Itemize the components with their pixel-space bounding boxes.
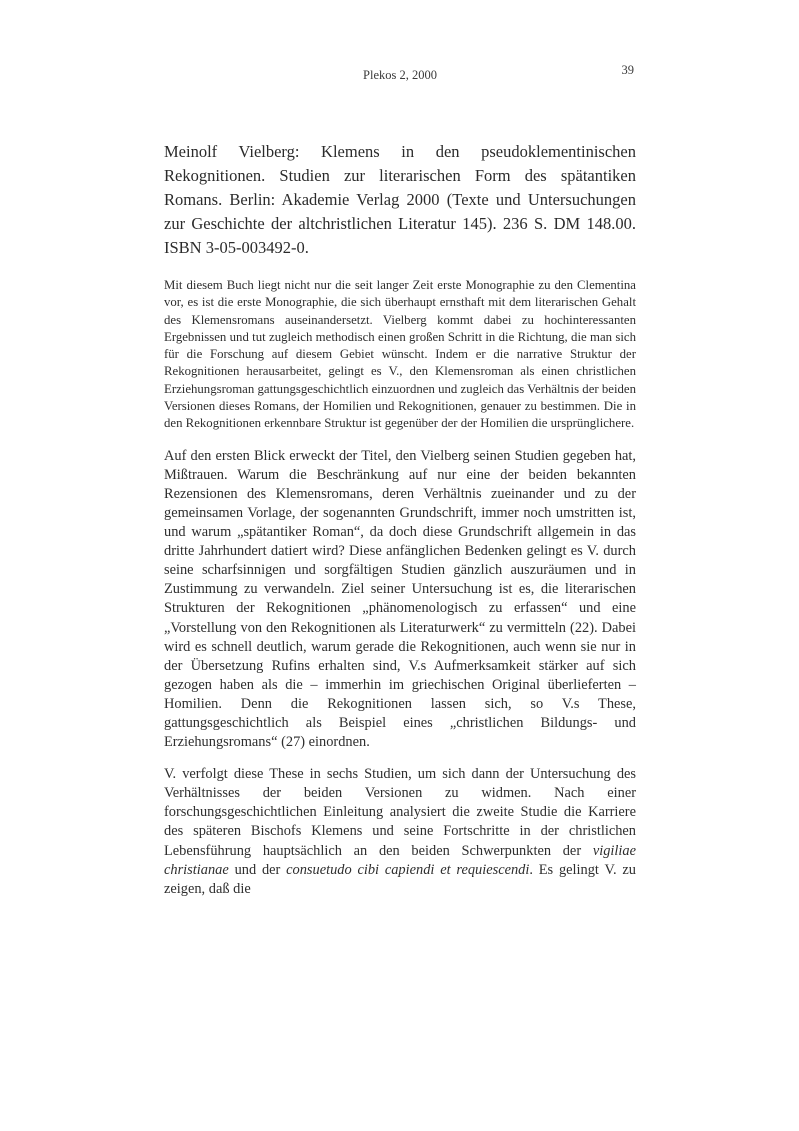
review-body — [164, 140, 636, 912]
para2-segment-3: . Es gelingt V. zu zeigen, daß die — [164, 861, 636, 897]
body-paragraph-1: Auf den ersten Blick erweckt der Titel, den Vielberg seinen Studien gegeben hat, Mißtrauen. Warum die Beschränkung auf nur eine der beiden bekannten Rezensionen des Klemensromans, deren Verhältnis zueinander und zu der gemeinsamen Vorlage, der sogenannten Grundschrift, immer noch umstritten ist, und warum „spätantiker Roman“, da doch diese Grundschrift allgemein in das dritte Jahrhundert datiert wird? Diese anfänglichen Bedenken gelingt es V. durch seine scharfsinnigen und sorgfältigen Studien gänzlich auszuräumen und in Zustimmung zu verwandeln. Ziel seiner Untersuchung ist es, die literarischen Strukturen der Rekognitionen „phänomenologisch zu erfassen“ und eine „Vorstellung von den Rekognitionen als Literaturwerk“ zu vermitteln (22). Dabei wird es schnell deutlich, warum gerade die Rekognitionen, auch wenn sie nur in der Übersetzung Rufins erhalten sind, V.s Aufmerksamkeit stärker auf sich gezogen haben als die – immerhin im griechischen Original überlieferten – Homilien. Denn die Rekognitionen lassen sich, so V.s These, gattungsgeschichtlich als Beispiel eines „christlichen Bildungs- und Erziehungsromans“ (27) einordnen. — [164, 447, 636, 751]
latin-term-consuetudo: consuetudo cibi capiendi et requiescendi — [286, 861, 530, 878]
body-paragraph-2 — [164, 765, 636, 899]
latin-term-vigiliae: vigiliae christianae — [164, 842, 636, 878]
running-head — [164, 63, 636, 83]
review-heading: Meinolf Vielberg: Klemens in den pseudoklementinischen Rekognitionen. Studien zur literarischen Form des spätantiken Romans. Berlin: Akademie Verlag 2000 (Texte und Untersuchungen zur Geschichte der altchristlichen Literatur 145). 236 S. DM 148.00. ISBN 3-05-003492-0. — [164, 142, 636, 257]
para2-segment-1: V. verfolgt diese These in sechs Studien, um sich dann der Untersuchung des Verhältnisses der beiden Versionen zu widmen. Nach einer forschungsgeschichtlichen Einleitung analysiert die zweite Studie die Karriere des späteren Bischofs Klemens und seine Fortschritte in der christlichen Lebensführung hauptsächlich an den beiden Schwerpunkten der — [164, 766, 636, 859]
page-number: 39 — [621, 63, 634, 77]
abstract-paragraph: Mit diesem Buch liegt nicht nur die seit langer Zeit erste Monographie zu den Clementina vor, es ist die erste Monographie, die sich überhaupt ernsthaft mit dem literarischen Gehalt des Klemensromans auseinandersetzt. Vielberg kommt dabei zu hochinteressanten Ergebnissen und tut zugleich methodisch einen großen Schritt in die Richtung, die man sich für die Forschung auf diesem Gebiet wünscht. Indem er die narrative Struktur der Rekognitionen herausarbeitet, gelingt es V., den Klemensroman als einen christlichen Erziehungsroman gattungsgeschichtlich einzuordnen und zugleich das Verhältnis der beiden Versionen dieses Romans, der Homilien und Rekognitionen, genauer zu bestimmen. Die in den Rekognitionen erkennbare Struktur ist gegenüber der der Homilien die ursprünglichere. — [164, 278, 636, 431]
journal-title: Plekos 2, 2000 — [363, 68, 437, 82]
para2-segment-2: und der — [228, 861, 287, 878]
